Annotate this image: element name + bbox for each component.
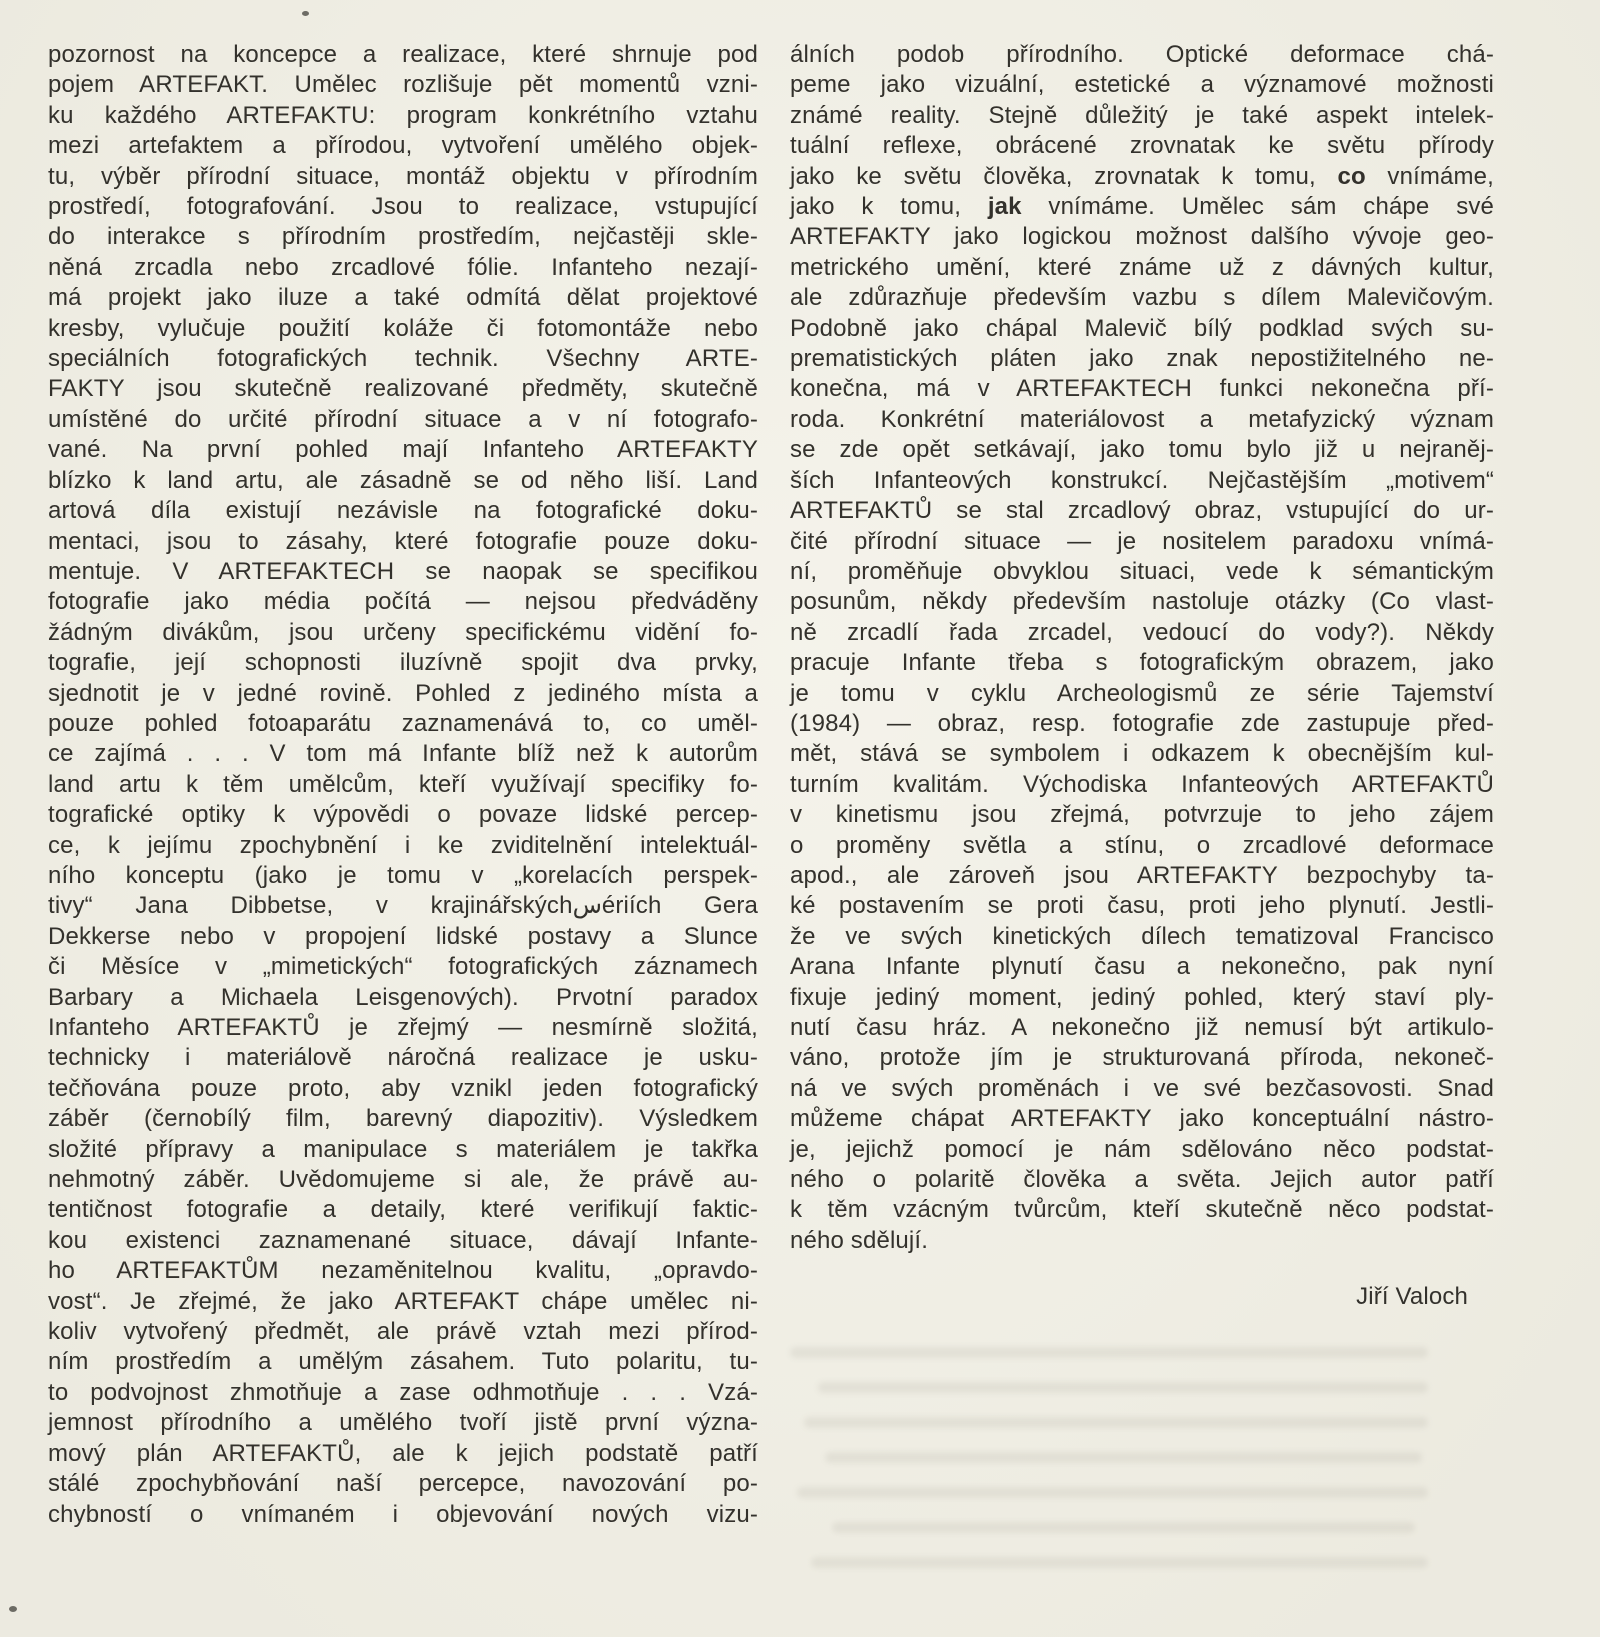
text-line: tivy“ Jana Dibbetse, v krajinářskýchسériích Gera	[48, 892, 758, 920]
text-line: konečna, má v ARTEFAKTECH funkci nekonečna pří-	[790, 375, 1494, 403]
text-line: ké postavením se proti času, proti jeho plynutí. Jestli-	[790, 892, 1494, 920]
bleed-through-line	[797, 1487, 1429, 1498]
text-line: ce zajímá . . . V tom má Infante blíž než k autorům	[48, 740, 758, 768]
text-line: mět, stává se symbolem i odkazem k obecnějším kul-	[790, 740, 1494, 768]
text-line: Arana Infante plynutí času a nekonečno, pak nyní	[790, 953, 1494, 981]
bleed-through-line	[790, 1347, 1428, 1358]
text-line: vost“. Je zřejmé, že jako ARTEFAKT chápe umělec ni-	[48, 1287, 758, 1315]
text-line: pracuje Infante třeba s fotografickým obrazem, jako	[790, 649, 1494, 677]
text-line: kou existenci zaznamenané situace, dávají Infante-	[48, 1226, 758, 1254]
text-line: váno, protože jím je strukturovaná příroda, nekoneč-	[790, 1044, 1494, 1072]
text-line: tografické optiky k výpovědi o povaze lidské percep-	[48, 801, 758, 829]
text-line: mový plán ARTEFAKTŮ, ale k jejich podstatě patří	[48, 1439, 758, 1467]
text-column-right	[790, 40, 1494, 1592]
text-line: fotografie jako média počítá — nejsou předváděny	[48, 588, 758, 616]
text-line: že ve svých kinetických dílech tematizoval Francisco	[790, 922, 1494, 950]
bleed-through-line	[832, 1522, 1415, 1533]
text-line: apod., ale zároveň jsou ARTEFAKTY bezpochyby ta-	[790, 861, 1494, 889]
text-line: ního konceptu (jako je tomu v „korelacích perspek-	[48, 861, 758, 889]
text-line: do interakce s přírodním prostředím, nejčastěji skle-	[48, 223, 758, 251]
text-line: prematistických pláten jako znak nepostižitelného ne-	[790, 345, 1494, 373]
text-line: artová díla existují nezávisle na fotografické doku-	[48, 497, 758, 525]
text-line: ARTEFAKTY jako logickou možnost dalšího vývoje geo-	[790, 223, 1494, 251]
text-line: se zde opět setkávají, jako tomu bylo již u nejraněj-	[790, 436, 1494, 464]
text-line: ní, proměňuje obvyklou situaci, vede k sémantickým	[790, 557, 1494, 585]
text-line: tografie, její schopnosti iluzívně spojit dva prvky,	[48, 649, 758, 677]
text-line: ale zdůrazňuje především vazbu s dílem Malevičovým.	[790, 284, 1494, 312]
text-line: ného sdělují.	[790, 1226, 929, 1254]
text-line: prostředí, fotografování. Jsou to realizace, vstupující	[48, 193, 758, 221]
text-column-right-lines	[790, 40, 1494, 1256]
text-line: mezi artefaktem a přírodou, vytvoření umělého objek-	[48, 132, 758, 160]
text-line: mentuje. V ARTEFAKTECH se naopak se specifikou	[48, 557, 758, 585]
text-line: ná ve svých proměnách i ve své bezčasovosti. Snad	[790, 1074, 1494, 1102]
text-line: složité přípravy a manipulace s materiálem je takřka	[48, 1135, 758, 1163]
text-line: má projekt jako iluze a také odmítá dělat projektové	[48, 284, 758, 312]
text-line: k těm vzácným tvůrcům, kteří skutečně něco podstat-	[790, 1196, 1494, 1224]
text-line: ním prostředím a umělým zásahem. Tuto polaritu, tu-	[48, 1348, 758, 1376]
scan-speck	[302, 11, 309, 16]
text-line: Podobně jako chápal Malevič bílý podklad svých su-	[790, 314, 1494, 342]
text-line: ho ARTEFAKTŮM nezaměnitelnou kvalitu, „opravdo-	[48, 1257, 758, 1285]
text-line: záběr (černobílý film, barevný diapozitiv). Výsledkem	[48, 1105, 758, 1133]
page-bleed-through	[790, 1347, 1494, 1568]
text-line: o proměny světla a stínu, o zrcadlové deformace	[790, 831, 1494, 859]
text-line: Barbary a Michaela Leisgenových). Prvotní paradox	[48, 983, 758, 1011]
text-line: koliv vytvořený předmět, ale právě vztah mezi přírod-	[48, 1318, 758, 1346]
bleed-through-line	[825, 1452, 1422, 1463]
text-line: je tomu v cyklu Archeologismů ze série Tajemství	[790, 679, 1494, 707]
text-line: blízko k land artu, ale zásadně se od něho liší. Land	[48, 466, 758, 494]
bleed-through-line	[818, 1382, 1429, 1393]
text-line: fixuje jediný moment, jediný pohled, který staví ply-	[790, 983, 1494, 1011]
text-line: vané. Na první pohled mají Infanteho ARTEFAKTY	[48, 436, 758, 464]
text-line: ně zrcadlí řada zrcadel, vedoucí do vody?). Někdy	[790, 618, 1494, 646]
text-line: peme jako vizuální, estetické a významové možnosti	[790, 71, 1494, 99]
text-line: chybností o vnímaném i objevování nových vizu-	[48, 1500, 758, 1528]
text-line: álních podob přírodního. Optické deformace chá-	[790, 41, 1494, 68]
text-line: ného o polaritě člověka a světa. Jejich autor patří	[790, 1166, 1494, 1194]
text-line: land artu k těm umělcům, kteří využívají specifiky fo-	[48, 770, 758, 798]
text-line: známé reality. Stejně důležitý je také aspekt intelek-	[790, 101, 1494, 129]
text-line: kresby, vylučuje použití koláže či fotomontáže nebo	[48, 314, 758, 342]
text-line: žádným divákům, jsou určeny specifickému vidění fo-	[48, 618, 758, 646]
text-line: sjednotit je v jedné rovině. Pohled z jediného místa a	[48, 679, 758, 707]
text-line: ších Infanteových konstrukcí. Nejčastějším „motivem“	[790, 466, 1494, 494]
text-line: umístěné do určité přírodní situace a v ní fotografo-	[48, 405, 758, 433]
text-line: Dekkerse nebo v propojení lidské postavy a Slunce	[48, 922, 758, 950]
text-line: můžeme chápat ARTEFAKTY jako konceptuální nástro-	[790, 1105, 1494, 1133]
text-line: to podvojnost zhmotňuje a zase odhmotňuje . . . Vzá-	[48, 1378, 758, 1406]
author-signature: Jiří Valoch	[1356, 1283, 1468, 1311]
text-line: roda. Konkrétní materiálovost a metafyzický význam	[790, 405, 1494, 433]
scan-speck	[9, 1606, 17, 1612]
text-line: FAKTY jsou skutečně realizované předměty, skutečně	[48, 375, 758, 403]
text-line: tuální reflexe, obrácené zrovnatak ke světu přírody	[790, 132, 1494, 160]
text-line: pozornost na koncepce a realizace, které shrnuje pod	[48, 41, 758, 68]
text-line: mentaci, jsou to zásahy, které fotografie pouze doku-	[48, 527, 758, 555]
text-line: (1984) — obraz, resp. fotografie zde zastupuje před-	[790, 709, 1494, 737]
text-line: speciálních fotografických technik. Všechny ARTE-	[48, 345, 758, 373]
text-line: čité přírodní situace — je nositelem paradoxu vnímá-	[790, 527, 1494, 555]
bleed-through-line	[804, 1417, 1429, 1428]
text-line: ARTEFAKTŮ se stal zrcadlový obraz, vstupující do ur-	[790, 497, 1494, 525]
text-line: v kinetismu jsou zřejmá, potvrzuje to jeho zájem	[790, 801, 1494, 829]
text-line: technicky i materiálově náročná realizace je usku-	[48, 1044, 758, 1072]
text-line: či Měsíce v „mimetických“ fotografických záznamech	[48, 953, 758, 981]
text-line: tu, výběr přírodní situace, montáž objektu v přírodním	[48, 162, 758, 190]
text-line: pojem ARTEFAKT. Umělec rozlišuje pět momentů vzni-	[48, 71, 758, 99]
bleed-through-line	[811, 1557, 1429, 1568]
text-line: nehmotný záběr. Uvědomujeme si ale, že právě au-	[48, 1166, 758, 1194]
text-line: je, jejichž pomocí je nám sdělováno něco podstat-	[790, 1135, 1494, 1163]
text-line: turním kvalitám. Východiska Infanteových ARTEFAKTŮ	[790, 770, 1494, 798]
text-column-left	[48, 40, 758, 1592]
text-line: jako ke světu člověka, zrovnatak k tomu, co vnímáme,	[790, 162, 1494, 190]
text-line: ce, k jejímu zpochybnění i ke zviditelnění intelektuál-	[48, 831, 758, 859]
text-line: ku každého ARTEFAKTU: program konkrétního vztahu	[48, 101, 758, 129]
text-line: jako k tomu, jak vnímáme. Umělec sám chápe své	[790, 193, 1494, 221]
text-line: Infanteho ARTEFAKTŮ je zřejmý — nesmírně složitá,	[48, 1014, 758, 1041]
text-line: pouze pohled fotoaparátu zaznamenává to, co uměl-	[48, 709, 758, 737]
text-line: nutí času hráz. A nekonečno již nemusí být artikulo-	[790, 1014, 1494, 1041]
text-line: jemnost přírodního a umělého tvoří jistě první význa-	[48, 1409, 758, 1437]
text-line: stálé zpochybňování naší percepce, navozování po-	[48, 1470, 758, 1498]
text-line: něná zrcadla nebo zrcadlové fólie. Infanteho nezají-	[48, 253, 758, 281]
text-line: tentičnost fotografie a detaily, které verifikují faktic-	[48, 1196, 758, 1224]
text-line: metrického umění, které známe už z dávných kultur,	[790, 253, 1494, 281]
text-line: posunům, někdy především nastoluje otázky (Co vlast-	[790, 588, 1494, 616]
two-column-text-block	[48, 40, 1494, 1592]
text-line: tečňována pouze proto, aby vznikl jeden fotografický	[48, 1074, 758, 1102]
